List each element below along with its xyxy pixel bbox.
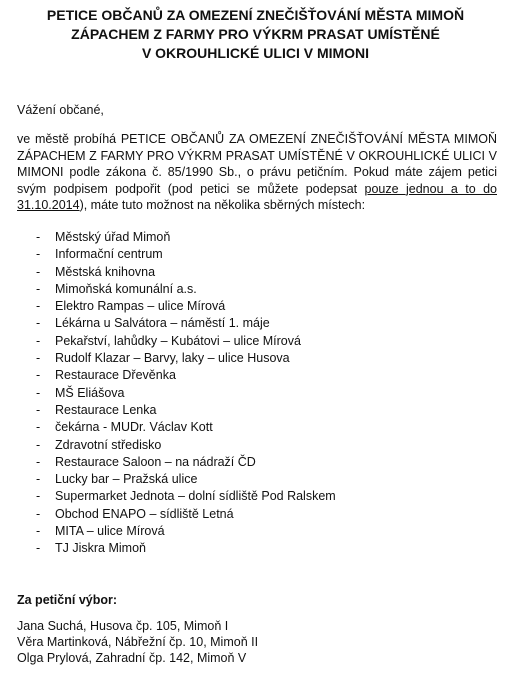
intro-deadline: pouze jednou a to do 31.10.2014: [17, 181, 497, 212]
committee-members-list: [17, 618, 258, 666]
place-name: Zdravotní středisko: [55, 437, 162, 452]
place-name: Lékárna u Salvátora – náměstí 1. máje: [55, 316, 270, 331]
list-item: [0, 315, 336, 332]
place-name: MŠ Eliášova: [55, 385, 125, 400]
list-item: [0, 402, 336, 419]
list-bullet: -: [36, 281, 41, 296]
list-item: [0, 419, 336, 436]
list-item: [0, 454, 336, 471]
list-bullet: -: [36, 333, 41, 348]
list-bullet: -: [36, 368, 41, 383]
place-name: TJ Jiskra Mimoň: [55, 541, 146, 556]
title-line-2: ZÁPACHEM Z FARMY PRO VÝKRM PRASAT UMÍSTĚNÉ: [71, 26, 440, 42]
greeting: Vážení občané,: [17, 103, 104, 117]
list-bullet: -: [36, 420, 41, 435]
place-name: MITA – ulice Mírová: [55, 524, 165, 539]
list-item: [0, 298, 336, 315]
place-name: Supermarket Jednota – dolní sídliště Pod Ralskem: [55, 489, 336, 504]
list-item: [0, 385, 336, 402]
place-name: Informační centrum: [55, 247, 163, 262]
list-bullet: -: [36, 299, 41, 314]
list-bullet: -: [36, 230, 41, 244]
list-bullet: -: [36, 437, 41, 452]
committee-member: Věra Martinková, Nábřežní čp. 10, Mimoň II: [17, 635, 259, 649]
committee-member: Olga Prylová, Zahradní čp. 142, Mimoň V: [17, 651, 247, 665]
list-bullet: -: [36, 524, 41, 539]
list-item: [0, 333, 336, 350]
list-bullet: -: [36, 454, 41, 469]
title-line-3: V OKROUHLICKÉ ULICI V MIMONI: [141, 45, 370, 61]
list-bullet: -: [36, 472, 41, 487]
list-bullet: -: [36, 506, 41, 521]
committee-heading: Za petiční výbor:: [17, 593, 118, 607]
place-name: Lucky bar – Pražská ulice: [55, 472, 198, 487]
place-name: Elektro Rampas – ulice Mírová: [55, 299, 226, 314]
intro-text-after: ), máte tuto možnost na několika sběrných místech:: [79, 198, 366, 212]
list-item: [0, 350, 336, 367]
list-item: [0, 488, 336, 505]
title-line-1: PETICE OBČANŮ ZA OMEZENÍ ZNEČIŠŤOVÁNÍ MĚSTA MIMOŇ: [46, 7, 465, 23]
place-name: Obchod ENAPO – sídliště Letná: [55, 506, 234, 521]
list-item: [0, 281, 336, 298]
place-name: Městský úřad Mimoň: [55, 230, 171, 244]
list-item: [0, 367, 336, 384]
list-item: [0, 523, 336, 540]
place-name: Pekařství, lahůdky – Kubátovi – ulice Mírová: [55, 333, 301, 348]
list-bullet: -: [36, 541, 41, 556]
place-name: Městská knihovna: [55, 264, 156, 279]
intro-paragraph: [17, 131, 497, 214]
list-item: [0, 246, 336, 263]
place-name: Rudolf Klazar – Barvy, laky – ulice Husova: [55, 351, 290, 366]
committee-member: Jana Suchá, Husova čp. 105, Mimoň I: [17, 619, 229, 633]
place-name: Mimoňská komunální a.s.: [55, 281, 197, 296]
list-bullet: -: [36, 316, 41, 331]
list-item: [0, 506, 336, 523]
list-item: [0, 437, 336, 454]
list-bullet: -: [36, 489, 41, 504]
list-bullet: -: [36, 264, 41, 279]
list-bullet: -: [36, 247, 41, 262]
collection-points-list: [0, 229, 336, 558]
list-item: [0, 264, 336, 281]
list-item: [0, 471, 336, 488]
list-item: [0, 540, 336, 557]
list-bullet: -: [36, 402, 41, 417]
list-item: [0, 229, 336, 246]
document-title: [0, 6, 511, 63]
place-name: čekárna - MUDr. Václav Kott: [55, 420, 213, 435]
place-name: Restaurace Dřevěnka: [55, 368, 176, 383]
place-name: Restaurace Saloon – na nádraží ČD: [55, 454, 256, 469]
list-bullet: -: [36, 351, 41, 366]
place-name: Restaurace Lenka: [55, 402, 157, 417]
list-bullet: -: [36, 385, 41, 400]
intro-text-before: ve městě probíhá PETICE OBČANŮ ZA OMEZENÍ ZNEČIŠŤOVÁNÍ MĚSTA MIMOŇ ZÁPACHEM Z FARMY PRO VÝKRM PRASAT UMÍSTĚNÉ V OKROUHLICKÉ ULICI V MIMONI podle zákona č. 85/1990 Sb., o právu petičním. Pokud máte zájem petici svým podpisem podpořit (pod petici se můžete podepsat: [17, 132, 497, 196]
